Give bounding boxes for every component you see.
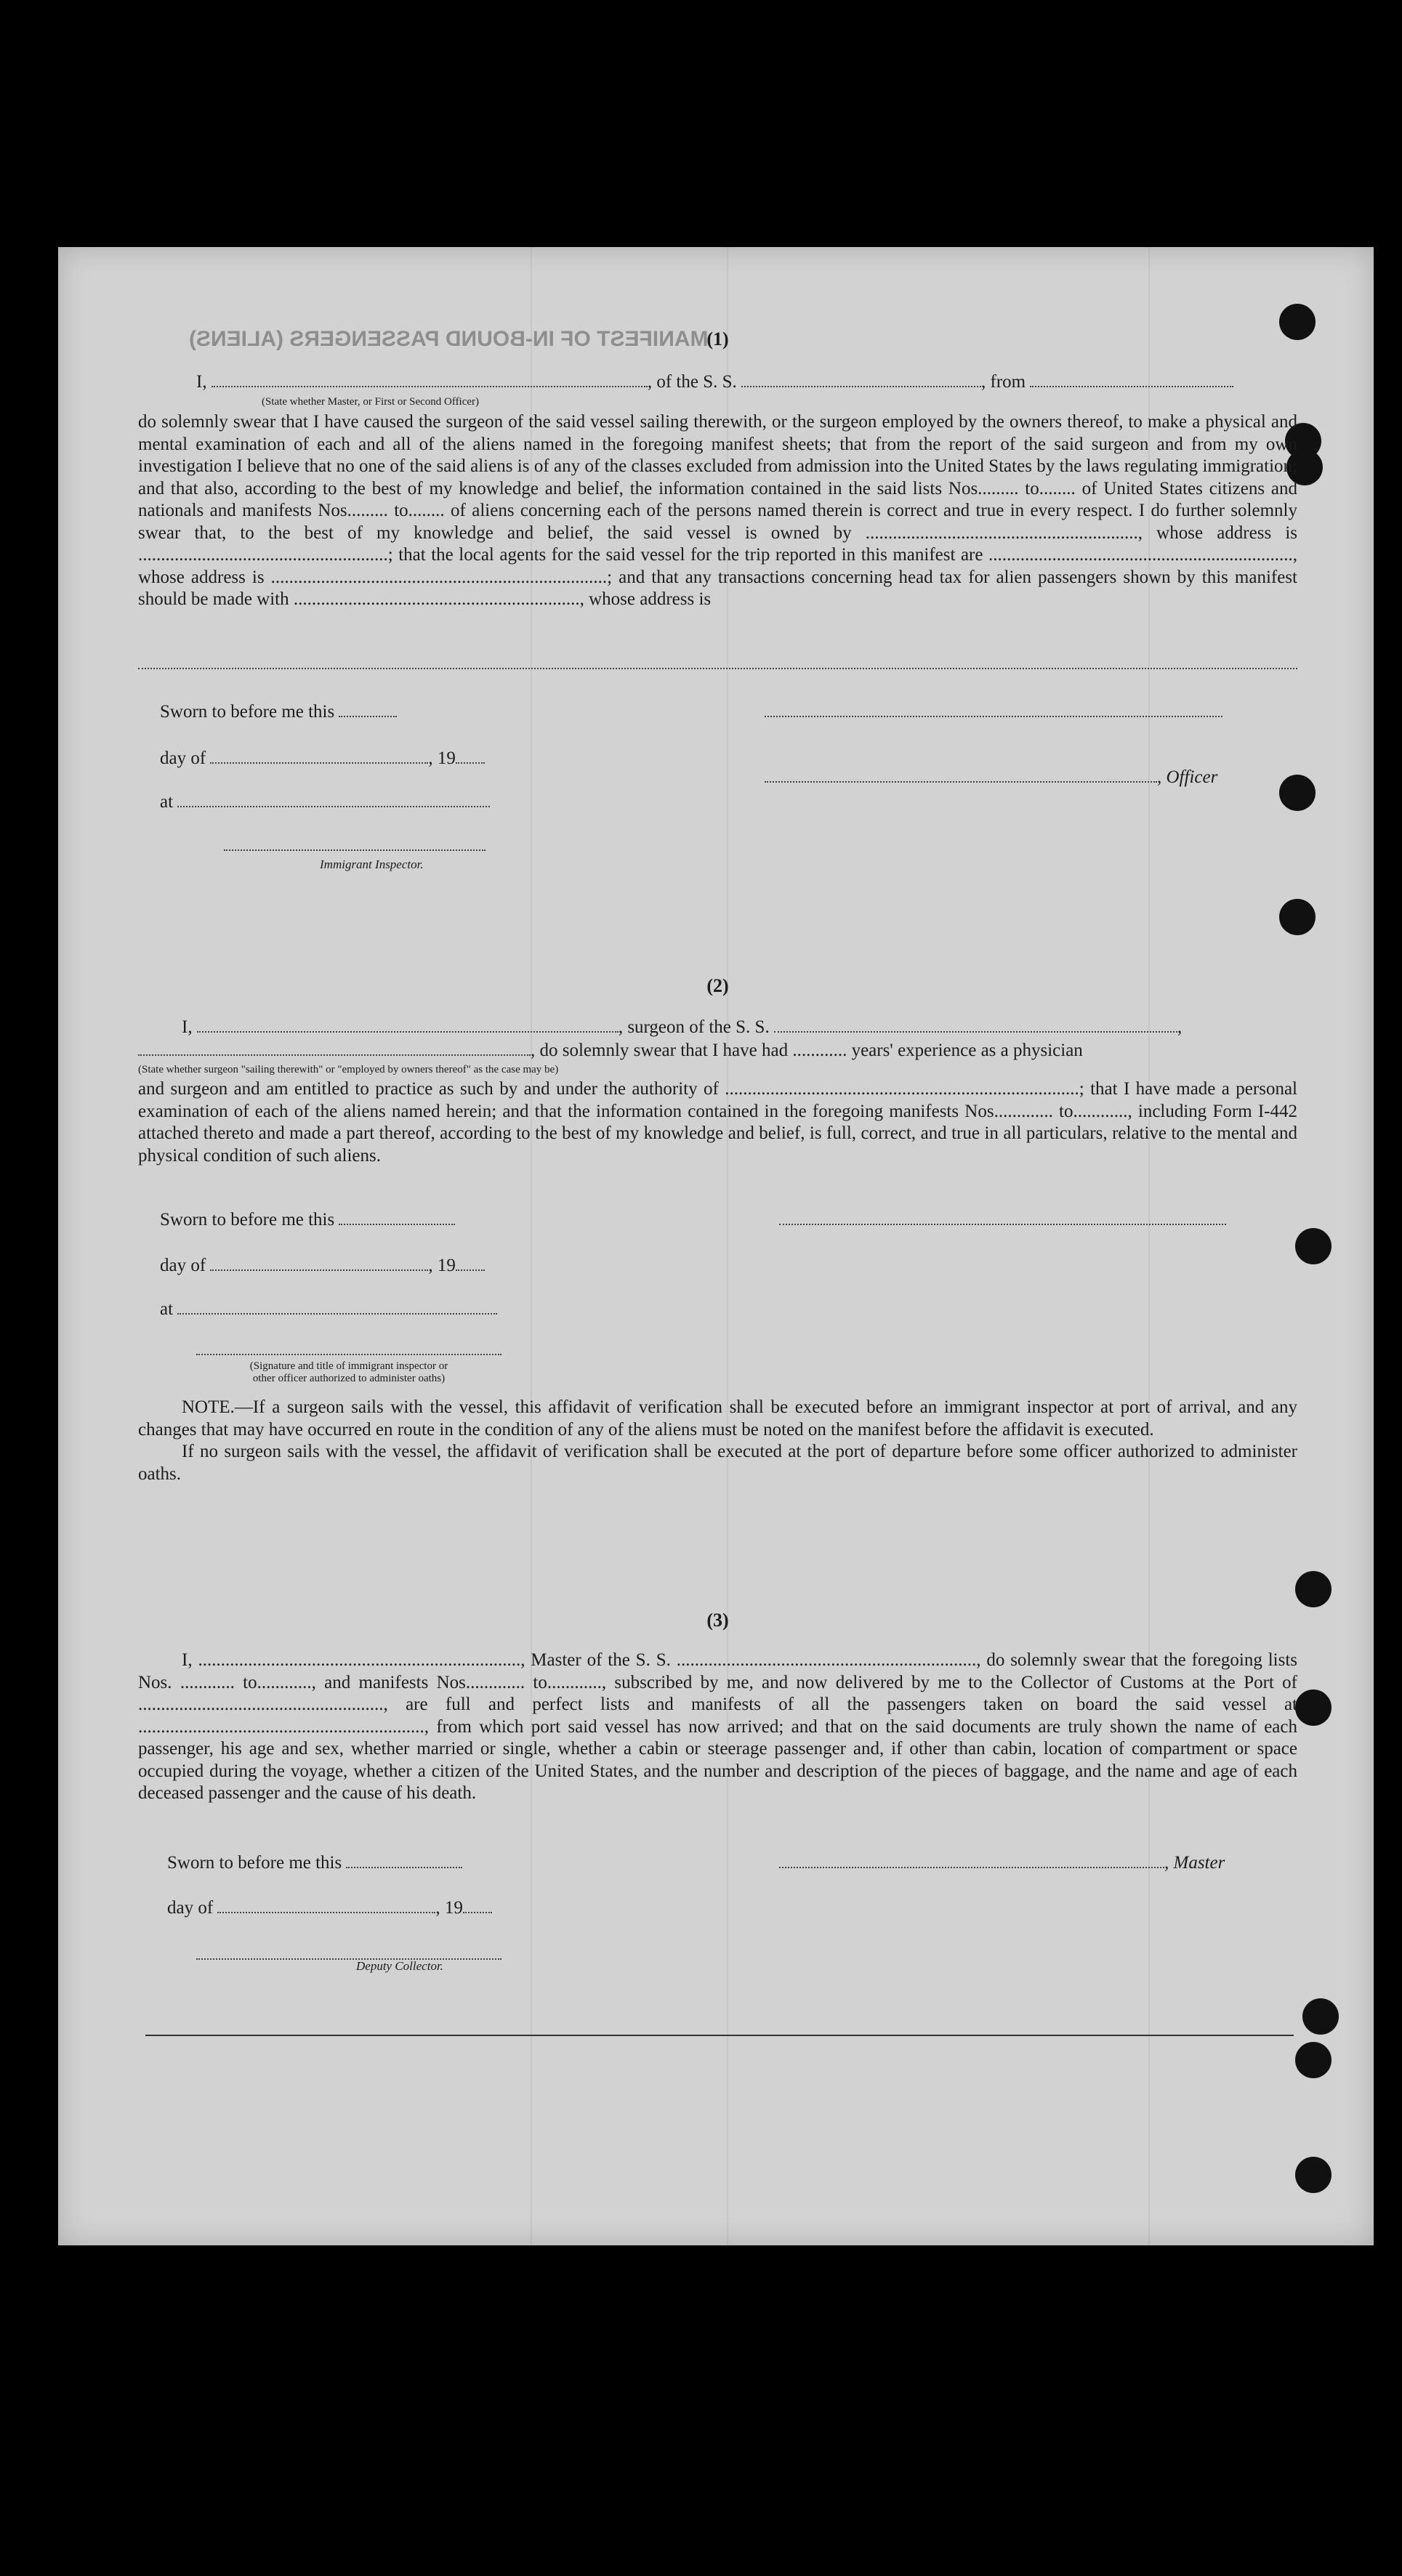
note-label: NOTE. (182, 1397, 235, 1417)
inspector-sig-line (224, 836, 486, 856)
punch-hole (1295, 2042, 1332, 2078)
sworn-label: Sworn to before me this (160, 702, 335, 722)
line-start: I, (196, 372, 207, 392)
affidavit-collector-section (138, 1610, 1297, 1631)
line-start: I, (182, 1017, 193, 1037)
officer-label: , Officer (1157, 767, 1218, 787)
punch-hole (1295, 1689, 1332, 1726)
inspector-sig-line (196, 1340, 501, 1360)
sworn-blank (339, 1211, 455, 1225)
section-number: (1) (706, 328, 729, 350)
experience-text: , do solemnly swear that I have had ............ years' experience as a physician (531, 1041, 1083, 1060)
vessel-blank (741, 373, 981, 387)
role-caption: (State whether surgeon "sailing therewith" or "employed by owners thereof" as the case may be) (138, 1064, 559, 1075)
officer-blank-1 (765, 703, 1222, 717)
day-blank (210, 1256, 428, 1271)
day-line (160, 1256, 485, 1276)
section1-body-wrap (138, 411, 1297, 611)
officer-blank-2 (765, 768, 1157, 783)
master-blank (779, 1854, 1164, 1868)
sworn-line (167, 1853, 462, 1873)
note-paragraph-1 (138, 1397, 1297, 1441)
address-blank (138, 655, 1297, 669)
surgeon-line: I, , surgeon of the S. S. , (182, 1017, 1183, 1037)
surgeon-name-blank (197, 1018, 619, 1033)
surgeon-sig-blank (779, 1211, 1226, 1225)
day-label: day of (160, 748, 206, 768)
day-label: day of (160, 1256, 206, 1275)
sworn-line (160, 702, 397, 722)
manifest-sheet (58, 247, 1374, 2245)
at-blank (177, 793, 490, 807)
surgeon-signature-line (779, 1210, 1226, 1230)
affidavit-surgeon-section (138, 975, 1297, 997)
punch-hole (1295, 2157, 1332, 2193)
collector-sig-line (196, 1945, 501, 1965)
name-blank (211, 373, 648, 387)
officer-line (765, 767, 1217, 788)
deputy-label: Deputy Collector. (356, 1959, 443, 1973)
master-signature-line (779, 1853, 1225, 1873)
master-label: , Master (1164, 1853, 1225, 1873)
inspector-label: Immigrant Inspector. (320, 857, 424, 871)
port-blank (1030, 373, 1233, 387)
line-mid: , of the S. S. (647, 372, 737, 392)
at-line (160, 792, 490, 812)
sworn-line (160, 1210, 455, 1230)
sig-caption-2: other officer authorized to administer oaths) (252, 1373, 446, 1384)
year-label: , 19 (435, 1898, 463, 1918)
collector-blank (196, 1945, 501, 1960)
officer-signature-line (765, 702, 1222, 722)
surgeon-body: and surgeon and am entitled to practice as such by and under the authority of ..............................................................................; that I have made a personal examination of each of the aliens named herein; and that the information contained in the foregoing manifests Nos............. to............, including Form I-442 attached thereto and made a part thereof, according to the best of my knowledge and belief, is full, correct, and true in all particulars, relative to the mental and physical condition of such aliens. (138, 1079, 1297, 1166)
punch-hole (1295, 1571, 1332, 1607)
role-caption: (State whether Master, or First or Second Officer) (262, 396, 480, 408)
vessel-blank (774, 1018, 1177, 1033)
punch-hole (1279, 899, 1316, 935)
year-label: , 19 (428, 1256, 456, 1275)
at-line (160, 1299, 497, 1320)
section2-body-wrap (138, 1078, 1297, 1167)
note-text-1: —If a surgeon sails with the vessel, this affidavit of verification shall be executed before an immigrant inspector at port of arrival, and any changes that may have occurred en route in the condition of any of the aliens must be noted on the manifest before the affidavit is executed. (138, 1397, 1297, 1440)
affidavit-master-section (138, 328, 1297, 350)
at-label: at (160, 1299, 174, 1319)
inspector-blank (196, 1341, 501, 1355)
day-label: day of (167, 1898, 214, 1918)
sig-caption-1: (Signature and title of immigrant inspector or (249, 1360, 448, 1372)
inspector-blank (224, 836, 486, 851)
master-body: I, ......................................................................., Master of the S. S. .................................................................., do solemnly swear that the foregoing lists Nos. ............ to............, and manifests Nos............. to............, subscribed by me, and now delivered by me to the Collector of Customs at the Port of ......................................................, are full and perfect lists and manifests of all the passengers taken on board the said vessel at ..............................................................., from which port said vessel has now arrived; and that on the said documents are truly shown the name of each passenger, his age and sex, whether married or single, whether a cabin or steerage passenger and, if other than cabin, location of compartment or space occupied during the voyage, whether a citizen of the United States, and the number and description of the pieces of baggage, and the name and age of each deceased passenger and the cause of his death. (138, 1650, 1297, 1803)
line-end: , surgeon of the S. S. (618, 1017, 770, 1037)
year-blank (456, 1256, 485, 1271)
sworn-blank (346, 1854, 462, 1868)
experience-line (138, 1041, 1083, 1061)
sworn-label: Sworn to before me this (160, 1210, 335, 1230)
sworn-blank (339, 703, 397, 717)
sworn-label: Sworn to before me this (167, 1853, 342, 1873)
day-line (167, 1898, 492, 1918)
affidavit-body: do solemnly swear that I have caused the surgeon of the said vessel sailing therewith, or the surgeon employed by the owners thereof, to make a physical and mental examination of each and all of the aliens named in the foregoing manifest sheets; that from the report of the said surgeon and from my own investigation I believe that no one of the said aliens is of any of the classes excluded from admission into the United States by the laws regulating immigration; and that also, according to the best of my knowledge and belief, the information contained in the said lists Nos......... to........ of United States citizens and nationals and manifests Nos......... to........ of aliens concerning each of the persons named therein is correct and true in every respect. I do further solemnly swear that, to the best of my knowledge and belief, the said vessel is owned by ............................................................, whose address is .......................................................; that the local agents for the said vessel for the trip reported in this manifest are ..................................................................., whose address is ..........................................................................; and that any transactions concerning head tax for alien passengers shown by this manifest should be made with ..............................................................., whose address is (138, 412, 1297, 609)
bleed-through-header: MANIFEST OF IN-BOUND PASSENGERS (ALIENS) (189, 327, 709, 351)
punch-hole (1302, 1998, 1339, 2035)
line-end: , from (981, 372, 1026, 392)
section-number: (2) (706, 975, 729, 996)
day-blank (217, 1899, 435, 1913)
year-blank (463, 1899, 492, 1913)
section-number: (3) (706, 1610, 729, 1631)
note-block (138, 1397, 1297, 1485)
master-line (196, 372, 1233, 392)
year-blank (456, 749, 485, 764)
at-label: at (160, 792, 174, 812)
sig-caption (196, 1360, 501, 1385)
note-paragraph-2: If no surgeon sails with the vessel, the affidavit of verification shall be executed at the port of departure before some officer authorized to administer oaths. (138, 1442, 1297, 1484)
day-line (160, 748, 485, 769)
at-blank (177, 1300, 497, 1315)
day-blank (210, 749, 428, 764)
section3-body-wrap (138, 1650, 1297, 1805)
year-label: , 19 (428, 748, 456, 768)
role-blank (138, 1041, 531, 1056)
punch-hole (1295, 1228, 1332, 1264)
address-blank-line (138, 654, 1297, 674)
punch-hole (1279, 775, 1316, 811)
bottom-rule (145, 2035, 1294, 2036)
